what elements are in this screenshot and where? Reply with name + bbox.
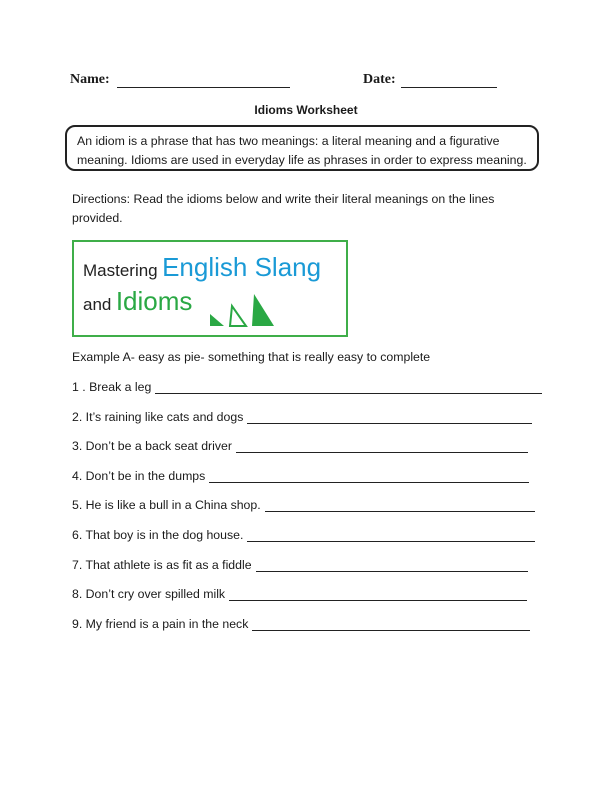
date-field[interactable] — [401, 87, 497, 88]
logo-line-2 — [83, 286, 192, 317]
idiom-text: 6. That boy is in the dog house. — [72, 527, 244, 542]
date-label: Date: — [363, 72, 396, 87]
logo-word-english-slang: English Slang — [162, 252, 322, 282]
name-field[interactable] — [117, 87, 290, 88]
idiom-item — [72, 528, 542, 558]
large-triangle-icon — [252, 294, 274, 326]
logo-word-mastering: Mastering — [83, 261, 158, 280]
answer-line[interactable] — [247, 410, 532, 424]
answer-line[interactable] — [256, 558, 528, 572]
name-label: Name: — [70, 72, 110, 87]
idiom-list — [72, 380, 542, 646]
idiom-item — [72, 410, 542, 440]
answer-line[interactable] — [247, 528, 535, 542]
header-row — [0, 72, 612, 94]
triangles-icon — [208, 292, 280, 328]
answer-line[interactable] — [229, 587, 527, 601]
idiom-item — [72, 587, 542, 617]
logo-line-1 — [83, 252, 321, 283]
idiom-item — [72, 498, 542, 528]
directions: Directions: Read the idioms below and write their literal meanings on the lines provided. — [72, 192, 495, 225]
intro-text: An idiom is a phrase that has two meanings: a literal meaning and a figurative meaning. Idioms are used in everyday life as phrases in order to express meaning. — [77, 134, 527, 167]
idiom-item — [72, 380, 542, 410]
idiom-text: 7. That athlete is as fit as a fiddle — [72, 557, 252, 572]
idiom-text: 1 . Break a leg — [72, 380, 152, 394]
outline-triangle-icon — [230, 306, 246, 326]
idiom-text: 4. Don’t be in the dumps — [72, 468, 206, 483]
idiom-item — [72, 469, 542, 499]
intro-box — [65, 125, 539, 171]
idiom-item — [72, 617, 542, 647]
idiom-text: 8. Don’t cry over spilled milk — [72, 587, 226, 602]
idiom-text: 2. It’s raining like cats and dogs — [72, 409, 244, 424]
answer-line[interactable] — [155, 380, 542, 394]
logo-word-and: and — [83, 295, 112, 314]
idiom-text: 9. My friend is a pain in the neck — [72, 616, 249, 631]
idiom-item — [72, 439, 542, 469]
logo — [72, 240, 348, 337]
answer-line[interactable] — [209, 469, 529, 483]
idiom-text: 3. Don’t be a back seat driver — [72, 439, 232, 454]
idiom-text: 5. He is like a bull in a China shop. — [72, 498, 261, 513]
answer-line[interactable] — [236, 439, 528, 453]
answer-line[interactable] — [265, 498, 535, 512]
small-triangle-icon — [210, 314, 224, 326]
logo-word-idioms: Idioms — [115, 286, 193, 316]
idiom-item — [72, 558, 542, 588]
answer-line[interactable] — [252, 617, 530, 631]
example-line: Example A- easy as pie- something that is really easy to complete — [72, 350, 431, 364]
worksheet-title: Idioms Worksheet — [254, 103, 358, 117]
